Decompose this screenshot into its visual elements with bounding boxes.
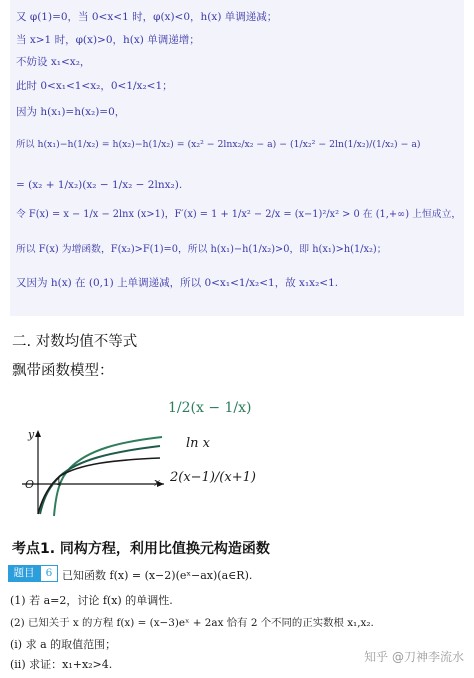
proof-line-8: 令 F(x) = x − 1/x − 2lnx (x>1)，F′(x) = 1 + 1/x² − 2/x = (x−1)²/x² > 0 在 (1,+∞) 上恒成立， (16, 209, 462, 220)
curve-half-x-minus-1-over-x (54, 437, 162, 516)
label-half-x-minus-1-over-x: 1/2(x − 1/x) (168, 400, 252, 416)
proof-line-2: 当 x>1 时，φ(x)>0，h(x) 单调递增； (16, 34, 200, 46)
proof-line-3: 不妨设 x₁<x₂， (16, 56, 91, 68)
label-ln-x: ln x (186, 436, 210, 451)
proof-line-6: 所以 h(x₁)−h(1/x₂) = h(x₂)−h(1/x₂) = (x₂² − 2lnx₂/x₂ − a) − (1/x₂² − 2ln(1/x₂)/(1/x₂) − a) (16, 139, 421, 150)
y-axis-label: y (28, 428, 35, 441)
proof-line-9: 所以 F(x) 为增函数，F(x₂)>F(1)=0，所以 h(x₁)−h(1/x₂)>0，即 h(x₁)>h(1/x₂)； (16, 244, 387, 255)
origin-label: O (25, 478, 35, 491)
model-heading: 飘带函数模型： (12, 363, 114, 379)
problem-stem: 已知函数 f(x) = (x−2)(eˣ−ax)(a∈R). (62, 569, 253, 582)
label-2x-minus-1-over-x-plus-1: 2(x−1)/(x+1) (170, 470, 256, 485)
watermark: 知乎 @刀神李流水 (364, 650, 464, 664)
problem-part-2: (2) 已知关于 x 的方程 f(x) = (x−3)eˣ + 2ax 恰有 2 个不同的正实数根 x₁,x₂. (10, 617, 374, 629)
proof-box (10, 0, 464, 316)
problem-badge (8, 565, 58, 582)
proof-line-4: 此时 0<x₁<1<x₂，0<1/x₂<1； (16, 80, 173, 92)
proof-line-1: 又 φ(1)=0，当 0<x<1 时，φ(x)<0，h(x) 单调递减； (16, 11, 278, 23)
tick-one-label: 1 (56, 478, 62, 488)
problem-part-i: (i) 求 a 的取值范围； (10, 638, 117, 651)
problem-badge-label: 题目 (8, 565, 40, 582)
x-axis-label: x (154, 476, 161, 489)
problem-badge-number: 6 (40, 565, 58, 582)
problem-part-ii: (ii) 求证：x₁+x₂>4. (10, 658, 113, 671)
proof-line-10: 又因为 h(x) 在 (0,1) 上单调递减，所以 0<x₁<1/x₂<1，故 x₁x₂<1. (16, 277, 339, 289)
proof-line-7: = (x₂ + 1/x₂)(x₂ − 1/x₂ − 2lnx₂). (16, 179, 183, 191)
problem-part-1: (1) 若 a=2，讨论 f(x) 的单调性. (10, 594, 173, 607)
proof-line-5: 因为 h(x₁)=h(x₂)=0， (16, 106, 126, 118)
section-heading: 二. 对数均值不等式 (12, 334, 138, 350)
topic-heading: 考点1. 同构方程，利用比值换元构造函数 (12, 541, 270, 557)
